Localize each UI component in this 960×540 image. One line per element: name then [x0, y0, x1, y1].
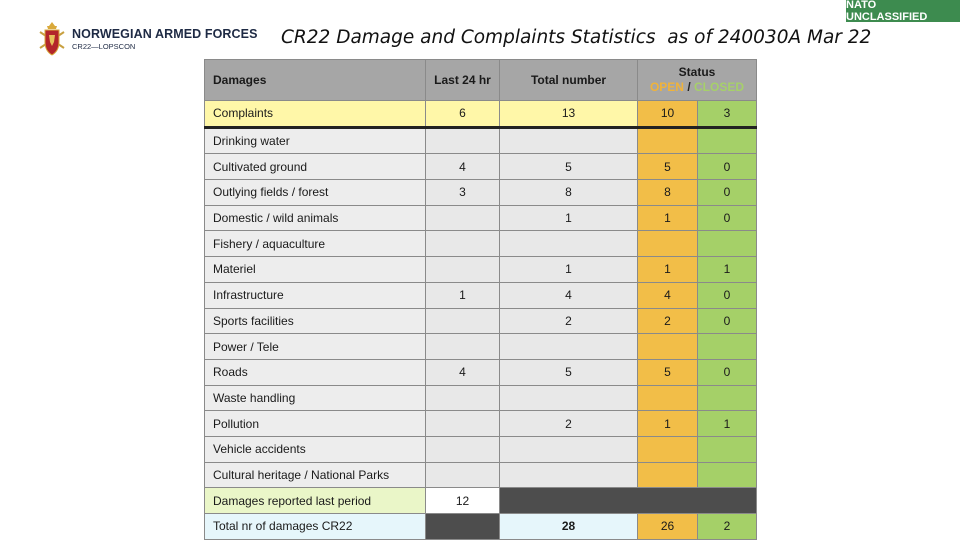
cell-closed: 0	[698, 282, 757, 308]
cell-last24	[426, 334, 500, 360]
org-unit: CR22—LOPSCON	[72, 42, 136, 51]
complaints-total: 13	[500, 101, 638, 128]
total-row	[205, 514, 757, 540]
cell-label: Domestic / wild animals	[205, 205, 426, 231]
total-last24-empty	[426, 514, 500, 540]
table-row	[205, 359, 757, 385]
cell-total: 2	[500, 411, 638, 437]
header-damages: Damages	[205, 60, 426, 101]
cell-open: 1	[638, 257, 698, 283]
cell-open	[638, 231, 698, 257]
cell-label: Waste handling	[205, 385, 426, 411]
cell-total	[500, 436, 638, 462]
reported-last24: 12	[426, 488, 500, 514]
cell-total: 1	[500, 257, 638, 283]
cell-total	[500, 385, 638, 411]
cell-open: 5	[638, 154, 698, 180]
cell-label: Sports facilities	[205, 308, 426, 334]
cell-closed: 0	[698, 154, 757, 180]
cell-last24: 4	[426, 154, 500, 180]
cell-open: 2	[638, 308, 698, 334]
table-row	[205, 205, 757, 231]
cell-last24	[426, 411, 500, 437]
header-status-label: Status	[678, 65, 716, 79]
cell-closed	[698, 127, 757, 154]
cell-closed: 1	[698, 257, 757, 283]
header-open: OPEN	[649, 80, 684, 94]
table-row	[205, 257, 757, 283]
coat-of-arms-icon	[36, 20, 68, 58]
cell-closed	[698, 334, 757, 360]
cell-last24	[426, 462, 500, 488]
cell-total: 5	[500, 359, 638, 385]
table-row	[205, 462, 757, 488]
cell-open: 4	[638, 282, 698, 308]
cell-open	[638, 385, 698, 411]
table-row	[205, 180, 757, 206]
cell-last24	[426, 205, 500, 231]
header-closed: CLOSED	[694, 80, 745, 94]
table-header-row	[205, 60, 757, 101]
cell-closed: 1	[698, 411, 757, 437]
cell-label: Infrastructure	[205, 282, 426, 308]
cell-closed	[698, 462, 757, 488]
cell-closed	[698, 231, 757, 257]
cell-label: Cultivated ground	[205, 154, 426, 180]
table-row	[205, 334, 757, 360]
cell-last24	[426, 308, 500, 334]
classification-badge: NATO UNCLASSIFIED	[846, 0, 960, 22]
table-row	[205, 154, 757, 180]
cell-open: 1	[638, 205, 698, 231]
cell-label: Vehicle accidents	[205, 436, 426, 462]
cell-last24: 3	[426, 180, 500, 206]
cell-last24	[426, 436, 500, 462]
cell-last24: 4	[426, 359, 500, 385]
table-row	[205, 411, 757, 437]
header-total: Total number	[500, 60, 638, 101]
cell-closed: 0	[698, 180, 757, 206]
table-row	[205, 282, 757, 308]
cell-open	[638, 334, 698, 360]
cell-total: 8	[500, 180, 638, 206]
cell-total	[500, 462, 638, 488]
cell-label: Cultural heritage / National Parks	[205, 462, 426, 488]
cell-open: 5	[638, 359, 698, 385]
cell-label: Outlying fields / forest	[205, 180, 426, 206]
table-row	[205, 436, 757, 462]
cell-last24	[426, 127, 500, 154]
cell-last24	[426, 257, 500, 283]
cell-last24	[426, 385, 500, 411]
damage-statistics-table	[204, 59, 757, 540]
cell-last24: 1	[426, 282, 500, 308]
org-name: NORWEGIAN ARMED FORCES	[72, 27, 258, 41]
total-open: 26	[638, 514, 698, 540]
cell-open	[638, 436, 698, 462]
cell-total	[500, 334, 638, 360]
table-row	[205, 308, 757, 334]
total-number: 28	[500, 514, 638, 540]
complaints-closed: 3	[698, 101, 757, 128]
cell-label: Roads	[205, 359, 426, 385]
cell-closed	[698, 385, 757, 411]
cell-total	[500, 127, 638, 154]
cell-total	[500, 231, 638, 257]
cell-label: Drinking water	[205, 127, 426, 154]
table-row	[205, 385, 757, 411]
cell-total: 5	[500, 154, 638, 180]
org-logo	[36, 20, 258, 58]
header-sep: /	[687, 80, 691, 94]
header-status-legend	[638, 80, 756, 95]
reported-last-period-row	[205, 488, 757, 514]
cell-label: Pollution	[205, 411, 426, 437]
header-last24: Last 24 hr	[426, 60, 500, 101]
cell-closed	[698, 436, 757, 462]
complaints-row	[205, 101, 757, 128]
header-status	[638, 60, 757, 101]
page-title: CR22 Damage and Complaints Statistics as of 240030A Mar 22	[281, 27, 872, 48]
cell-label: Fishery / aquaculture	[205, 231, 426, 257]
cell-total: 1	[500, 205, 638, 231]
cell-open: 1	[638, 411, 698, 437]
total-closed: 2	[698, 514, 757, 540]
cell-open: 8	[638, 180, 698, 206]
reported-empty-cell	[500, 488, 757, 514]
cell-last24	[426, 231, 500, 257]
cell-open	[638, 127, 698, 154]
cell-open	[638, 462, 698, 488]
cell-closed: 0	[698, 359, 757, 385]
reported-label: Damages reported last period	[205, 488, 426, 514]
table-row	[205, 127, 757, 154]
total-label: Total nr of damages CR22	[205, 514, 426, 540]
cell-label: Power / Tele	[205, 334, 426, 360]
cell-total: 4	[500, 282, 638, 308]
complaints-label: Complaints	[205, 101, 426, 128]
cell-label: Materiel	[205, 257, 426, 283]
table-row	[205, 231, 757, 257]
cell-closed: 0	[698, 205, 757, 231]
cell-closed: 0	[698, 308, 757, 334]
complaints-open: 10	[638, 101, 698, 128]
complaints-last24: 6	[426, 101, 500, 128]
cell-total: 2	[500, 308, 638, 334]
